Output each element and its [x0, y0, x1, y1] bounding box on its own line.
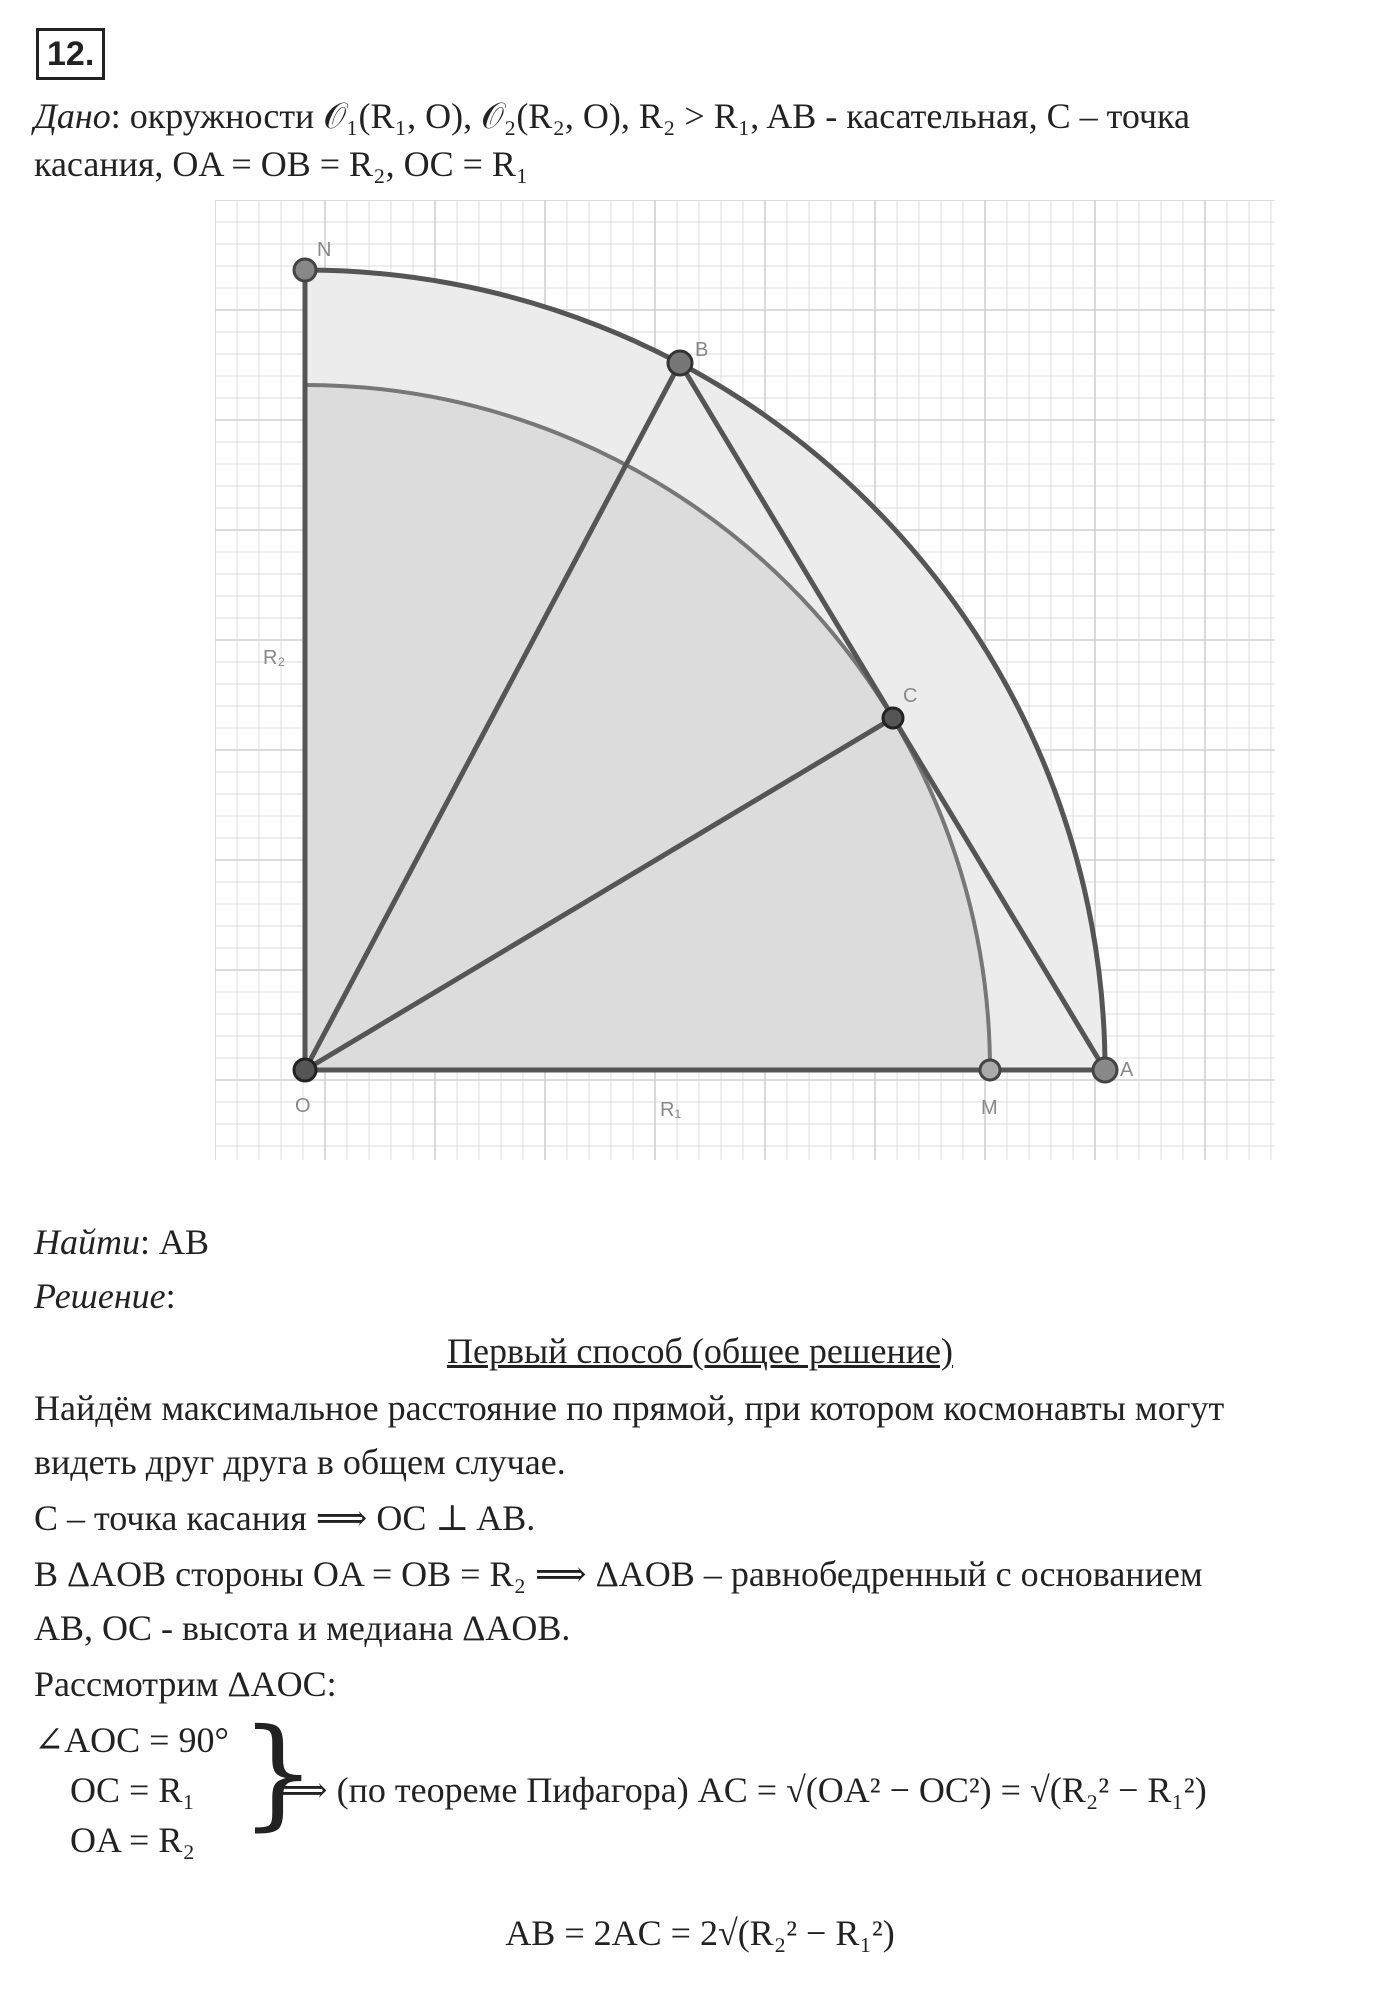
point-N [294, 259, 316, 281]
solution-label: Решение [34, 1276, 166, 1316]
point-A [1093, 1058, 1117, 1082]
find-value: : AB [140, 1222, 210, 1262]
problem-number: 12. [36, 28, 105, 80]
label-N: N [317, 239, 332, 261]
text-p3-line2: AB, OC - высота и медиана ΔAOB. [34, 1608, 571, 1648]
system-result: ⟹ (по теореме Пифагора) AC = √(OA² − OC²) = √(R₂² − R₁²) [276, 1770, 1207, 1810]
label-A: A [1120, 1059, 1134, 1081]
point-M [980, 1060, 1000, 1080]
method-title: Первый способ (общее решение) [446, 1331, 954, 1371]
label-B: B [695, 339, 709, 361]
point-B [668, 351, 692, 375]
given-text-1: : окружности 𝒪₁(R₁, O), 𝒪₂(R₂, O), R₂ > R₁, AB - касательная, C – точка [110, 96, 1190, 136]
text-p1-line2: видеть друг друга в общем случае. [34, 1442, 566, 1482]
label-R2: R₂ [263, 647, 286, 669]
text-p2: C – точка касания ⟹ OC ⊥ AB. [34, 1498, 536, 1538]
geometry-figure [215, 200, 1275, 1160]
system-line-1: ∠AOC = 90° [34, 1720, 229, 1760]
system-line-2: OC = R₁ [70, 1770, 195, 1810]
label-O: O [295, 1095, 311, 1117]
find-line [34, 1220, 209, 1264]
point-C [883, 708, 903, 728]
label-C: C [903, 685, 918, 707]
final-formula: AB = 2AC = 2√(R₂² − R₁²) [505, 1913, 895, 1953]
point-O [294, 1059, 316, 1081]
solution-line [34, 1274, 176, 1318]
system-line-3: OA = R₂ [70, 1820, 195, 1860]
given-line-2: касания, OA = OB = R₂, OC = R₁ [34, 144, 529, 184]
text-p1-line1: Найдём максимальное расстояние по прямой, при котором космонавты могут [34, 1388, 1225, 1428]
given-label: Дано [34, 96, 111, 136]
text-p4: Рассмотрим ΔAOC: [34, 1664, 337, 1704]
given-line-1 [34, 94, 1190, 138]
find-label: Найти [34, 1222, 140, 1262]
text-p3-line1: В ΔAOB стороны OA = OB = R₂ ⟹ ΔAOB – равнобедренный с основанием [34, 1554, 1203, 1594]
label-R1: R₁ [660, 1099, 682, 1121]
label-M: M [981, 1097, 998, 1119]
system-brace: } [240, 1704, 317, 1843]
solution-colon: : [165, 1276, 176, 1316]
